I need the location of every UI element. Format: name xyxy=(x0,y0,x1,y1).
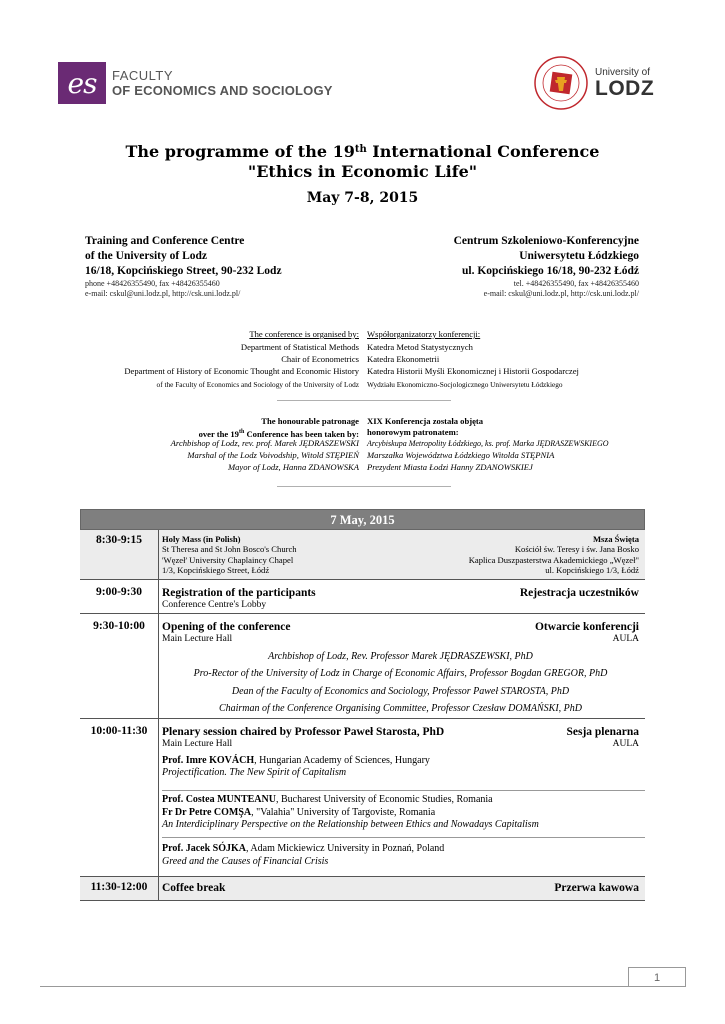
event-title-pl: Otwarcie konferencji xyxy=(534,621,639,633)
programme-row-registration: 9:00-9:30 Registration of the participants Conference Centre's Lobby Rejestracja uczestników xyxy=(80,580,645,614)
talk-2: Prof. Costea MUNTEANU, Bucharest University of Economic Studies, Romania Fr Dr Petre COMŞA, "Valahia" University of Targoviste, Romania An Interdiciplinary Perspective on the Relationship between Ethics and Nowadays Capitalism xyxy=(162,794,539,830)
time-slot: 10:00-11:30 xyxy=(90,725,148,737)
time-slot: 9:30-10:00 xyxy=(93,620,145,632)
faculty-line2: OF ECONOMICS AND SOCIOLOGY xyxy=(112,83,333,98)
footer-line xyxy=(40,986,685,987)
university-line2: LODZ xyxy=(595,76,655,100)
event-title-pl: Sesja plenarna xyxy=(566,726,639,738)
event-title: Registration of the participants xyxy=(162,587,316,599)
venue-polish: Centrum Szkoleniowo-Konferencyjne Uniwersytetu Łódzkiego ul. Kopcińskiego 16/18, 90-232 Łódź tel. +48426355490, fax +48426355460 e-mail: cskul@uni.lodz.pl, http://csk.uni.lodz.pl/ xyxy=(453,235,639,298)
event-title: Opening of the conference xyxy=(162,621,291,633)
section-divider xyxy=(277,400,451,401)
page-number: 1 xyxy=(628,967,686,987)
talk-3: Prof. Jacek SÓJKA, Adam Mickiewicz University in Poznań, Poland Greed and the Causes of Financial Crisis xyxy=(162,843,445,867)
conference-dates: May 7-8, 2015 xyxy=(306,190,419,206)
conference-title-line2: "Ethics in Economic Life" xyxy=(247,162,478,181)
faculty-logo-text xyxy=(112,68,333,98)
faculty-logo xyxy=(58,62,333,104)
university-logo-text xyxy=(595,67,654,100)
talk-1: Prof. Imre KOVÁCH, Hungarian Academy of Sciences, Hungary Projectification. The New Spirit of Capitalism xyxy=(162,754,430,778)
programme-table xyxy=(80,509,645,901)
day-header: 7 May, 2015 xyxy=(80,509,645,530)
event-title: Coffee break xyxy=(162,882,226,894)
programme-row-coffee xyxy=(80,877,645,901)
opening-speakers: Archbishop of Lodz, Rev. Professor Marek JĘDRASZEWSKI, PhD Pro-Rector of the University of Lodz in Charge of Economic Affairs, Professor Bogdan GREGOR, PhD Dean of the Faculty of Economics and Sociology, Professor Paweł STAROSTA, PhD Chairman of the Conference Organising Committee, Professor Czesław DOMAŃSKI, PhD xyxy=(193,650,608,714)
faculty-logo-mark: es xyxy=(58,62,106,104)
programme-row-opening: 9:30-10:00 Opening of the conference Main Lecture Hall Otwarcie konferencji AULA Archbishop of Lodz, Rev. Professor Marek JĘDRASZEWSKI, PhD Pro-Rector of the University of Lodz in Charge of Economic Affairs, Professor Bogdan GREGOR, PhD Dean of the Faculty of Economics and Sociology, Professor Paweł STAROSTA, PhD Chairman of the Conference Organising Committee, Professor Czesław DOMAŃSKI, PhD xyxy=(80,614,645,719)
time-slot: 9:00-9:30 xyxy=(96,586,142,598)
event-title-pl: Msza Święta xyxy=(592,534,639,544)
university-logo xyxy=(533,55,654,111)
conference-title-line1: The programme of the 19th International Conference xyxy=(125,142,600,161)
event-title-pl: Rejestracja uczestników xyxy=(519,587,639,599)
event-title-pl: Przerwa kawowa xyxy=(554,882,639,894)
event-title: Plenary session chaired by Professor Paweł Starosta, PhD xyxy=(162,726,445,738)
time-slot: 8:30-9:15 xyxy=(96,534,142,546)
programme-row-plenary: 10:00-11:30 Plenary session chaired by Professor Paweł Starosta, PhD Main Lecture Hall Sesja plenarna AULA Prof. Imre KOVÁCH, Hungarian Academy of Sciences, Hungary Projectification. The New Spirit of Capitalism Prof. Costea MUNTEANU, Bucharest University of Economic Studies, Romania Fr Dr Petre COMŞA, "Valahia" University of Targoviste, Romania An Interdiciplinary Perspective on the Relationship between Ethics and Nowadays Capitalism Prof. Jacek SÓJKA, Adam Mickiewicz University in Poznań, Poland Greed and the Causes of Financial Crisis xyxy=(80,719,645,877)
faculty-line1: FACULTY xyxy=(112,68,174,83)
venue-english: Training and Conference Centre of the University of Lodz 16/18, Kopcińskiego Street, 90-232 Lodz phone +48426355490, fax +48426355460 e-mail: cskul@uni.lodz.pl, http://csk.uni.lodz.pl/ xyxy=(85,235,282,298)
section-divider xyxy=(277,486,451,487)
event-title: Holy Mass (in Polish) xyxy=(162,534,241,544)
programme-row-mass: 8:30-9:15 Holy Mass (in Polish) St Theresa and St John Bosco's Church 'Węzeł' University Chaplaincy Chapel 1/3, Kopcińskiego Street, Łódź Msza Święta Kościół św. Teresy i św. Jana Bosko Kaplica Duszpasterstwa Akademickiego „Węzeł" ul. Kopcińskiego 1/3, Łódź xyxy=(80,530,645,580)
university-seal-icon xyxy=(533,55,589,111)
time-slot: 11:30-12:00 xyxy=(90,881,148,893)
university-line1: University of xyxy=(595,66,651,78)
